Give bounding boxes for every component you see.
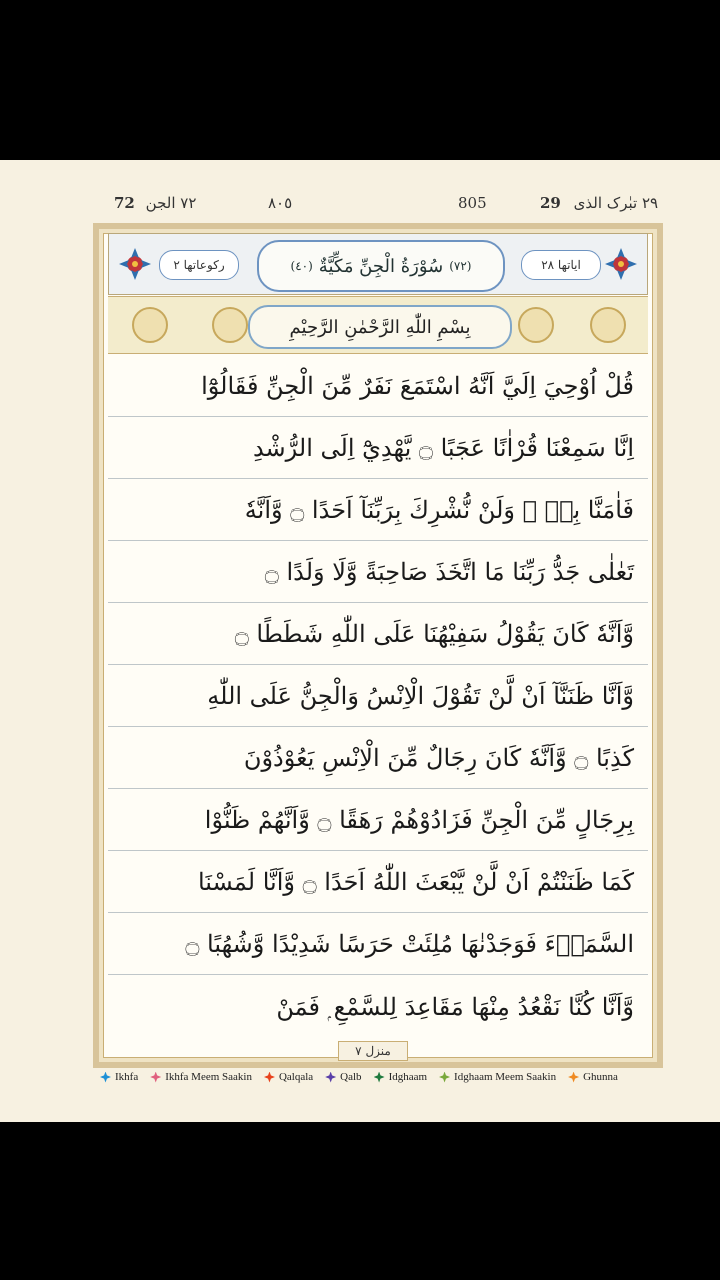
arabesque-ornament-icon xyxy=(212,307,248,343)
para-num: 29 xyxy=(540,194,561,212)
para-num-arabic: ٢٩ xyxy=(641,194,659,212)
legend-item: Ghunna xyxy=(568,1071,618,1083)
star-icon xyxy=(325,1072,336,1083)
legend-item: Qalqala xyxy=(264,1071,313,1083)
legend-item: Qalb xyxy=(325,1071,361,1083)
star-icon xyxy=(439,1072,450,1083)
verse-line: تَعٰلٰى جَدُّ رَبِّنَا مَا اتَّخَذَ صَاحِبَةً وَّلَا وَلَدًا ۝ xyxy=(108,542,648,603)
star-icon xyxy=(100,1072,111,1083)
surah-num-arabic: ٧٢ xyxy=(180,194,197,212)
star-icon xyxy=(264,1072,275,1083)
surah-order-left: (٤٠) xyxy=(290,259,313,273)
legend-item: Ikhfa xyxy=(100,1071,138,1083)
quran-page xyxy=(0,160,720,1122)
arabesque-ornament-icon xyxy=(132,307,168,343)
header-left xyxy=(100,194,196,220)
legend-item: Idghaam xyxy=(374,1071,427,1083)
bismillah-band xyxy=(108,296,648,354)
arabesque-ornament-icon xyxy=(590,307,626,343)
bismillah: بِسْمِ اللّٰهِ الرَّحْمٰنِ الرَّحِيْمِ xyxy=(248,305,512,349)
verse-line: السَّمَاۗءَ فَوَجَدْنٰهَا مُلِئَتْ حَرَسًا شَدِيْدًا وَّشُهُبًا ۝ xyxy=(108,914,648,975)
verse-line: كَذِبًا ۝ وَّاَنَّهٗ كَانَ رِجَالٌ مِّنَ الْاِنْسِ يَعُوْذُوْنَ xyxy=(108,728,648,789)
surah-num: 72 xyxy=(114,194,135,212)
surah-title-text: سُوْرَةُ الْجِنِّ مَكِّيَّةٌ xyxy=(318,255,444,277)
arabesque-ornament-icon xyxy=(518,307,554,343)
surah-title xyxy=(257,240,505,292)
surah-order-right: (٧٢) xyxy=(449,259,472,273)
legend-item: Ikhfa Meem Saakin xyxy=(150,1071,252,1083)
surah-name: الجن xyxy=(145,194,176,212)
flower-ornament-icon xyxy=(117,246,153,282)
verse-line: فَاٰمَنَّا بِهٖ ۭ وَلَنْ نُّشْرِكَ بِرَبِّنَآ اَحَدًا ۝ وَّاَنَّهٗ xyxy=(108,480,648,541)
verse-line: قُلْ اُوْحِيَ اِلَيَّ اَنَّهُ اسْتَمَعَ نَفَرٌ مِّنَ الْجِنِّ فَقَالُوْٓا xyxy=(108,356,648,417)
flower-ornament-icon xyxy=(603,246,639,282)
verse-line: اِنَّا سَمِعْنَا قُرْاٰنًا عَجَبًا ۝ يَّهْدِيْٓ اِلَى الرُّشْدِ xyxy=(108,418,648,479)
surah-banner xyxy=(108,233,648,295)
verse-line: وَّاَنَّا ظَنَنَّآ اَنْ لَّنْ تَقُوْلَ الْاِنْسُ وَالْجِنُّ عَلَى اللّٰهِ xyxy=(108,666,648,727)
ruku-count: رکوعاتھا ٢ xyxy=(159,250,239,280)
page-num-arabic: ٨٠٥ xyxy=(268,194,293,212)
page-num: 805 xyxy=(458,194,487,212)
para-name: تبٰرک الذی xyxy=(573,194,638,212)
star-icon xyxy=(374,1072,385,1083)
verse-line: وَّاَنَّا كُنَّا نَقْعُدُ مِنْهَا مَقَاعِدَ لِلسَّمْعِ ۭ فَمَنْ xyxy=(276,992,634,1021)
verse-line: كَمَا ظَنَنْتُمْ اَنْ لَّنْ يَّبْعَثَ اللّٰهُ اَحَدًا ۝ وَّاَنَّا لَمَسْنَا xyxy=(108,852,648,913)
legend-item: Idghaam Meem Saakin xyxy=(439,1071,556,1083)
ayat-count: ایاتھا ٢٨ xyxy=(521,250,601,280)
star-icon xyxy=(150,1072,161,1083)
manzil-marker: منزل ٧ xyxy=(338,1041,408,1061)
verse-line: وَّاَنَّهٗ كَانَ يَقُوْلُ سَفِيْهُنَا عَلَى اللّٰهِ شَطَطًا ۝ xyxy=(108,604,648,665)
star-icon xyxy=(568,1072,579,1083)
tajweed-legend xyxy=(100,1067,660,1087)
header-right xyxy=(532,194,658,220)
verse-line: بِرِجَالٍ مِّنَ الْجِنِّ فَزَادُوْهُمْ رَهَقًا ۝ وَّاَنَّهُمْ ظَنُّوْا xyxy=(108,790,648,851)
